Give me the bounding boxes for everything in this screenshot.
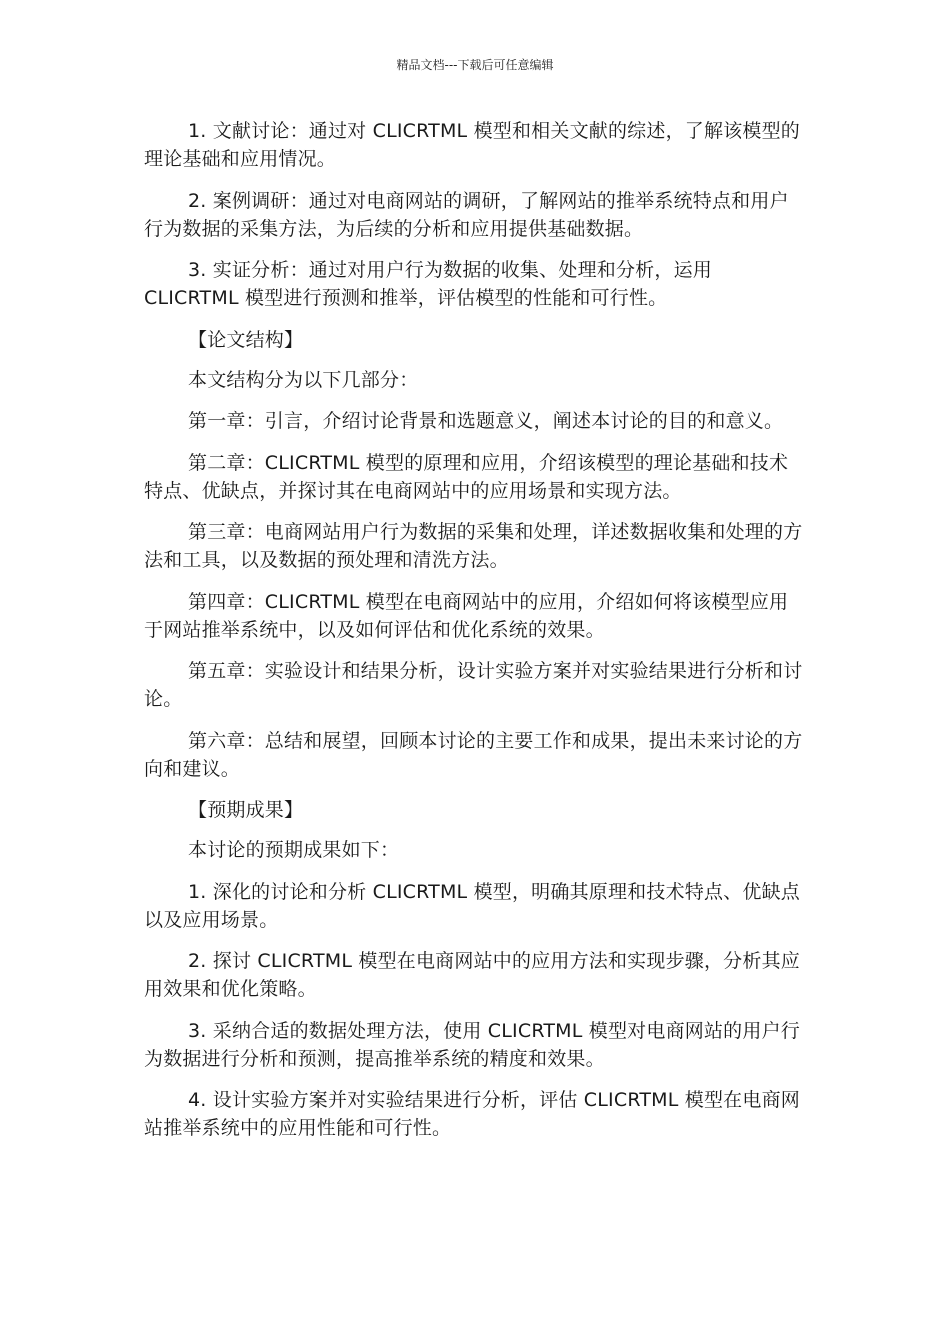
expected-result-3-paragraph: 3. 采纳合适的数据处理方法，使用 CLICRTML 模型对电商网站的用户行为数据进行分析和预测，提高推举系统的精度和效果。 (144, 1019, 800, 1070)
chapter-4-paragraph: 第四章：CLICRTML 模型在电商网站中的应用，介绍如何将该模型应用于网站推举系统中，以及如何评估和优化系统的效果。 (144, 590, 789, 641)
expected-result-4-paragraph: 4. 设计实验方案并对实验结果进行分析，评估 CLICRTML 模型在电商网站推举系统中的应用性能和可行性。 (144, 1089, 800, 1139)
expected-result-2-paragraph: 2. 探讨 CLICRTML 模型在电商网站中的应用方法和实现步骤，分析其应用效果和优化策略。 (144, 950, 800, 1000)
section-heading-structure: 【论文结构】 (188, 328, 304, 351)
section-heading-expected-results: 【预期成果】 (188, 799, 304, 821)
chapter-5-paragraph: 第五章：实验设计和结果分析，设计实验方案并对实验结果进行分析和讨论。 (144, 660, 803, 710)
document-body (144, 117, 806, 1156)
expected-results-intro-paragraph: 本讨论的预期成果如下： (188, 839, 400, 861)
chapter-6-paragraph: 第六章：总结和展望，回顾本讨论的主要工作和成果，提出未来讨论的方向和建议。 (144, 729, 803, 780)
method-literature-paragraph: 1. 文献讨论：通过对 CLICRTML 模型和相关文献的综述，了解该模型的理论基础和应用情况。 (144, 120, 800, 170)
structure-intro-paragraph: 本文结构分为以下几部分： (188, 368, 419, 391)
page-header: 精品文档---下载后可任意编辑 (396, 58, 554, 72)
chapter-1-paragraph: 第一章：引言，介绍讨论背景和选题意义，阐述本讨论的目的和意义。 (188, 410, 784, 432)
chapter-3-paragraph: 第三章：电商网站用户行为数据的采集和处理，详述数据收集和处理的方法和工具，以及数据的预处理和清洗方法。 (144, 521, 803, 571)
method-empirical-paragraph: 3. 实证分析：通过对用户行为数据的收集、处理和分析，运用 CLICRTML 模型进行预测和推举，评估模型的性能和可行性。 (144, 259, 712, 309)
method-case-study-paragraph: 2. 案例调研：通过对电商网站的调研，了解网站的推举系统特点和用户行为数据的采集方法，为后续的分析和应用提供基础数据。 (144, 189, 789, 240)
chapter-2-paragraph: 第二章：CLICRTML 模型的原理和应用，介绍该模型的理论基础和技术特点、优缺点，并探讨其在电商网站中的应用场景和实现方法。 (144, 451, 789, 502)
expected-result-1-paragraph: 1. 深化的讨论和分析 CLICRTML 模型，明确其原理和技术特点、优缺点以及应用场景。 (144, 880, 800, 931)
